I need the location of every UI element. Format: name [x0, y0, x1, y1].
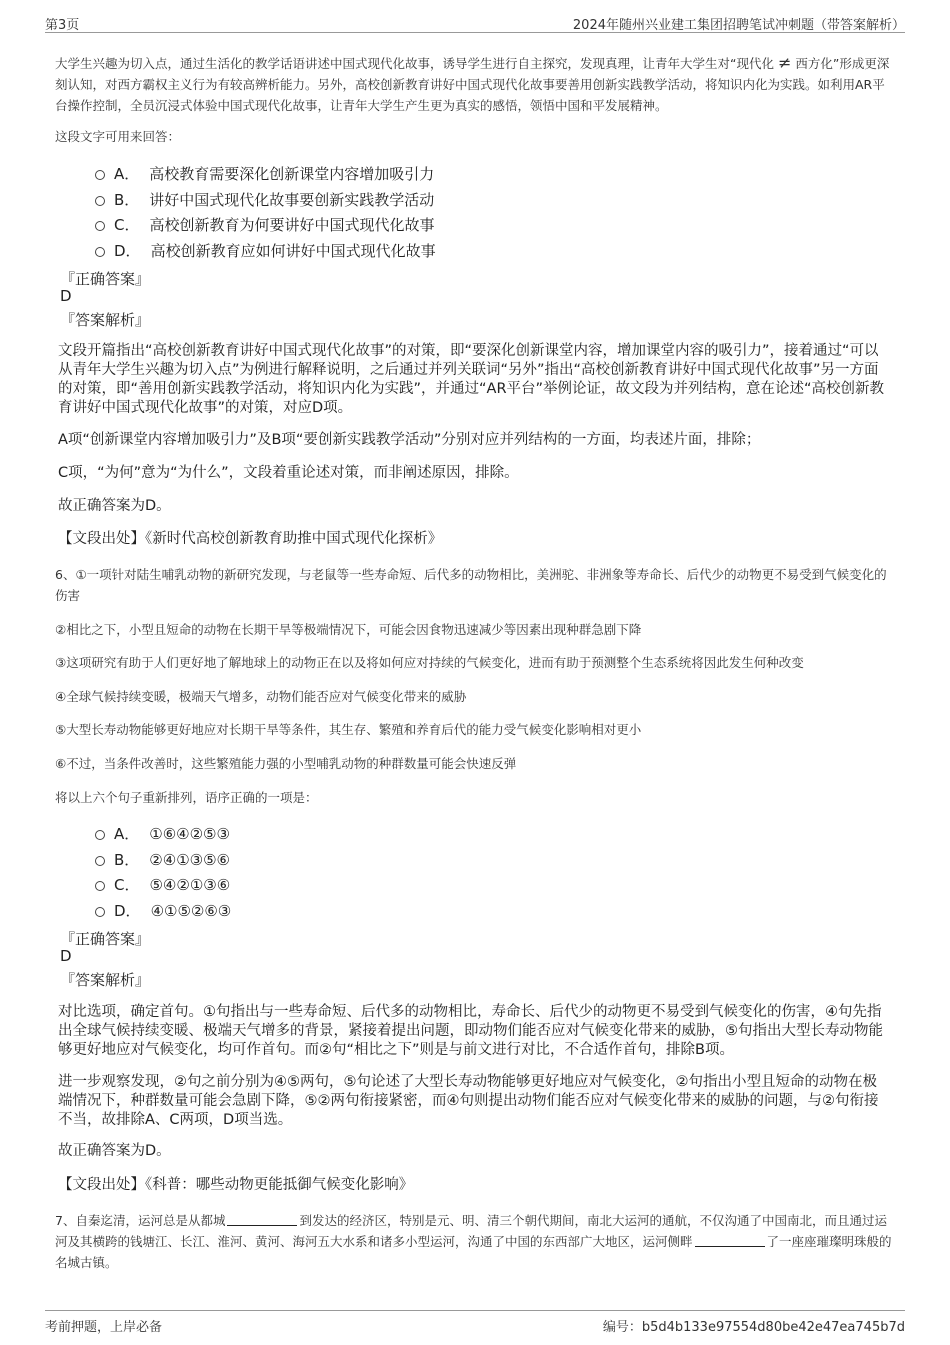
fill-blank-2 [695, 1234, 765, 1247]
q6-sentence-2: ②相比之下，小型且短命的动物在长期干旱等极端情况下，可能会因食物迅速减少等因素出现种群急剧下降 [55, 622, 642, 637]
q5-passage [55, 52, 895, 116]
radio-icon[interactable] [95, 247, 105, 257]
q6-prompt: 将以上六个句子重新排列，语序正确的一项是： [55, 790, 318, 805]
page-header [45, 10, 905, 33]
q6-answer-label: 『正确答案』 [60, 930, 151, 948]
page-number: 第3页 [45, 18, 80, 33]
q5-analysis-1: 文段开篇指出“高校创新教育讲好中国式现代化故事”的对策，即“要深化创新课堂内容，增加课堂内容的吸引力”，接着通过“可以从青年大学生兴趣为切入点”为例进行解释说明，之后通过并列关联词“另外”指出“高校创新教育讲好中国式现代化故事”另一方面的对策，即“善用创新实践教学活动，将知识内化为实践”，并通过“AR平台”举例论证，故文段为并列结构，意在论述“高校创新教育讲好中国式现代化故事”的对策，对应D项。 [58, 343, 885, 416]
document-title: 2024年随州兴业建工集团招聘笔试冲刺题（带答案解析） [572, 18, 905, 33]
radio-icon[interactable] [95, 907, 105, 917]
radio-icon[interactable] [95, 170, 105, 180]
fill-blank-1 [227, 1213, 297, 1226]
q6-sentence-3: ③这项研究有助于人们更好地了解地球上的动物正在以及将如何应对持续的气候变化，进而有助于预测整个生态系统将因此发生何种改变 [55, 655, 804, 670]
q7-part-a: 7、自秦迄清，运河总是从都城 [55, 1213, 226, 1228]
footer-slogan: 考前押题，上岸必备 [45, 1320, 163, 1335]
q5-passage-part-b: 西方化”形成更深刻认知，对西方霸权主义行为有较高辨析能力。另外，高校创新教育讲好中国式现代化故事要善用创新实践教学活动，将知识内化为实践。如利用AR平台操作控制，全员沉浸式体验中国式现代化故事，让青年大学生产生更为真实的感悟，领悟中国和平发展精神。 [55, 56, 890, 113]
q5-analysis-label: 『答案解析』 [60, 311, 151, 329]
radio-icon[interactable] [95, 221, 105, 231]
q6-option-a[interactable]: A． ①⑥④②⑤③ [95, 823, 230, 844]
q5-analysis-2: A项“创新课堂内容增加吸引力”及B项“要创新实践教学活动”分别对应并列结构的一方面，均表述片面，排除； [58, 432, 761, 448]
q5-option-a[interactable]: A． 高校教育需要深化创新课堂内容增加吸引力 [95, 163, 434, 184]
q5-passage-part-a: 大学生兴趣为切入点，通过生活化的教学话语讲述中国式现代化故事，诱导学生进行自主探究，发现真理，让青年大学生对“现代化 [55, 56, 774, 71]
q6-stem: 6、①一项针对陆生哺乳动物的新研究发现，与老鼠等一些寿命短、后代多的动物相比，美洲驼、非洲象等寿命长、后代少的动物更不易受到气候变化的伤害 [55, 567, 887, 603]
q6-analysis-1: 对比选项，确定首句。①句指出与一些寿命短、后代多的动物相比，寿命长、后代少的动物更不易受到气候变化的伤害，④句先指出全球气候持续变暖、极端天气增多的背景，紧接着提出问题，即动物们能否应对气候变化带来的威胁，⑤句指出大型长寿动物能够更好地应对气候变化，均可作首句。而②句“相比之下”则是与前文进行对比，不合适作首句，排除B项。 [58, 1004, 883, 1058]
q5-source: 【文段出处】《新时代高校创新教育助推中国式现代化探析》 [58, 531, 443, 547]
q6-option-d[interactable]: D． ④①⑤②⑥③ [95, 900, 231, 921]
radio-icon[interactable] [95, 881, 105, 891]
not-equal-symbol: ≠ [777, 53, 792, 72]
q6-sentence-6: ⑥不过，当条件改善时，这些繁殖能力强的小型哺乳动物的种群数量可能会快速反弹 [55, 756, 517, 771]
q6-sentence-5: ⑤大型长寿动物能够更好地应对长期干旱等条件，其生存、繁殖和养育后代的能力受气候变化影响相对更小 [55, 722, 642, 737]
q7-part-b: 到发达的经济区，特别是元、明、清三个朝代期间，南北大运河的通航，不仅沟通了中国南北，而且通过运河及其横跨的钱塘江、长江、淮河、黄河、海河五大水系和诸多小型运河，沟通了中国的东西部广大地区，运河侧畔 [55, 1213, 887, 1249]
radio-icon[interactable] [95, 830, 105, 840]
q5-analysis-3: C项，“为何”意为“为什么”，文段着重论述对策，而非阐述原因，排除。 [58, 465, 519, 481]
q5-prompt: 这段文字可用来回答： [55, 129, 181, 144]
q6-analysis-3: 故正确答案为D。 [58, 1143, 171, 1159]
q7-stem [55, 1210, 895, 1273]
q5-option-b[interactable]: B． 讲好中国式现代化故事要创新实践教学活动 [95, 189, 434, 210]
document-id: 编号：b5d4b133e97554d80be42e47ea745b7d [602, 1320, 905, 1335]
q6-source: 【文段出处】《科普：哪些动物更能抵御气候变化影响》 [58, 1177, 414, 1193]
radio-icon[interactable] [95, 856, 105, 866]
q6-option-c[interactable]: C． ⑤④②①③⑥ [95, 874, 230, 895]
q5-option-d[interactable]: D． 高校创新教育应如何讲好中国式现代化故事 [95, 240, 436, 261]
q6-analysis-label: 『答案解析』 [60, 971, 151, 989]
page-footer [45, 1310, 905, 1335]
q7-part-c: 了一座座璀璨明珠般的名城古镇。 [55, 1234, 892, 1270]
q5-answer: D [60, 287, 72, 305]
q6-answer: D [60, 947, 72, 965]
q5-option-c[interactable]: C． 高校创新教育为何要讲好中国式现代化故事 [95, 214, 435, 235]
q6-sentence-4: ④全球气候持续变暖，极端天气增多，动物们能否应对气候变化带来的威胁 [55, 689, 467, 704]
q6-option-b[interactable]: B． ②④①③⑤⑥ [95, 849, 230, 870]
q6-analysis-2: 进一步观察发现，②句之前分别为④⑤两句，⑤句论述了大型长寿动物能够更好地应对气候变化，②句指出小型且短命的动物在极端情况下，种群数量可能会急剧下降，⑤②两句衔接紧密，而④句则提出动物们能否应对气候变化带来的威胁的问题，与②句衔接不当，故排除A、C两项，D项当选。 [58, 1074, 879, 1128]
radio-icon[interactable] [95, 196, 105, 206]
q5-analysis-4: 故正确答案为D。 [58, 498, 171, 514]
q5-answer-label: 『正确答案』 [60, 270, 151, 288]
